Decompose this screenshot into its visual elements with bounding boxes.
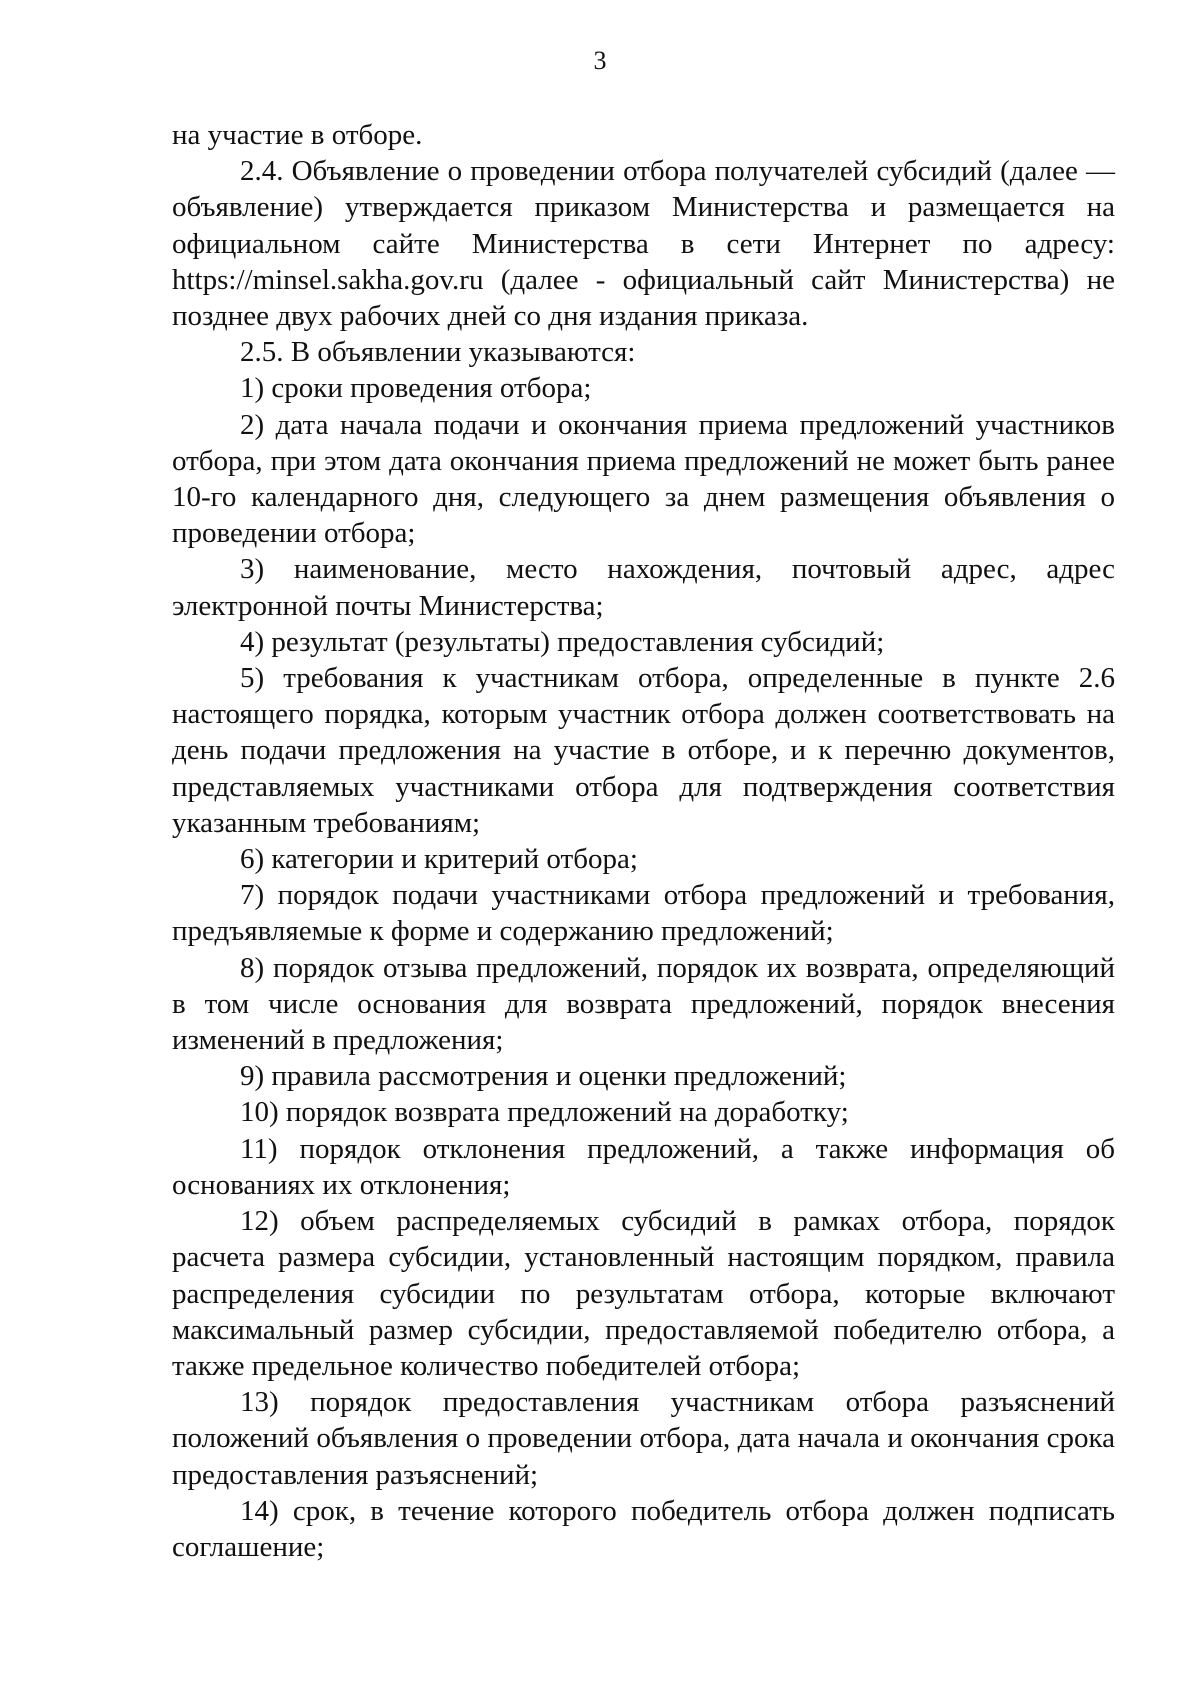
list-item-5: 5) требования к участникам отбора, определенные в пункте 2.6 настоящего порядка, которым участник отбора должен соответствовать на день подачи предложения на участие в отборе, и к перечню документов, представляемых участниками отбора для подтверждения соответствия указанным требованиям; <box>172 662 1115 839</box>
page-number: 3 <box>593 46 607 75</box>
list-item-6: 6) категории и критерий отбора; <box>240 843 638 876</box>
list-item-2: 2) дата начала подачи и окончания приема предложений участников отбора, при этом дата окончания приема предложений не может быть ранее 10-го календарного дня, следующего за днем размещения объявления о проведении отбора; <box>172 408 1115 550</box>
list-item-13: 13) порядок предоставления участникам отбора разъяснений положений объявления о проведении отбора, дата начала и окончания срока предоставления разъяснений; <box>172 1386 1115 1491</box>
list-item-8: 8) порядок отзыва предложений, порядок их возврата, определяющий в том числе основания для возврата предложений, порядок внесения изменений в предложения; <box>172 951 1115 1057</box>
list-item-14: 14) срок, в течение которого победитель отбора должен подписать соглашение; <box>172 1494 1115 1563</box>
list-item-11: 11) порядок отклонения предложений, а также информация об основаниях их отклонения; <box>172 1132 1115 1201</box>
list-item-9: 9) правила рассмотрения и оценки предложений; <box>240 1060 847 1093</box>
list-item-4: 4) результат (результаты) предоставления субсидий; <box>240 625 885 658</box>
list-item-12: 12) объем распределяемых субсидий в рамках отбора, порядок расчета размера субсидии, установленный настоящим порядком, правила распределения субсидии по результатам отбора, которые включают максимальный размер субсидии, предоставляемой победителю отбора, а также предельное количество победителей отбора; <box>172 1205 1115 1382</box>
list-item-3: 3) наименование, место нахождения, почтовый адрес, адрес электронной почты Министерства; <box>172 553 1115 622</box>
paragraph-2-5: 2.5. В объявлении указываются: <box>240 336 636 369</box>
list-item-7: 7) порядок подачи участниками отбора предложений и требования, предъявляемые к форме и содержанию предложений; <box>172 879 1115 948</box>
list-item-10: 10) порядок возврата предложений на доработку; <box>240 1096 849 1129</box>
paragraph-2-4: 2.4. Объявление о проведении отбора получателей субсидий (далее — объявление) утверждается приказом Министерства и размещается на официальном сайте Министерства в сети Интернет по адресу: https://minsel.sakha.gov.ru (далее - официальный сайт Министерства) не позднее двух рабочих дней со дня издания приказа. <box>172 155 1115 333</box>
document-body <box>172 117 1115 1565</box>
list-item-1: 1) сроки проведения отбора; <box>240 372 592 405</box>
paragraph-continuation: на участие в отборе. <box>172 119 423 151</box>
